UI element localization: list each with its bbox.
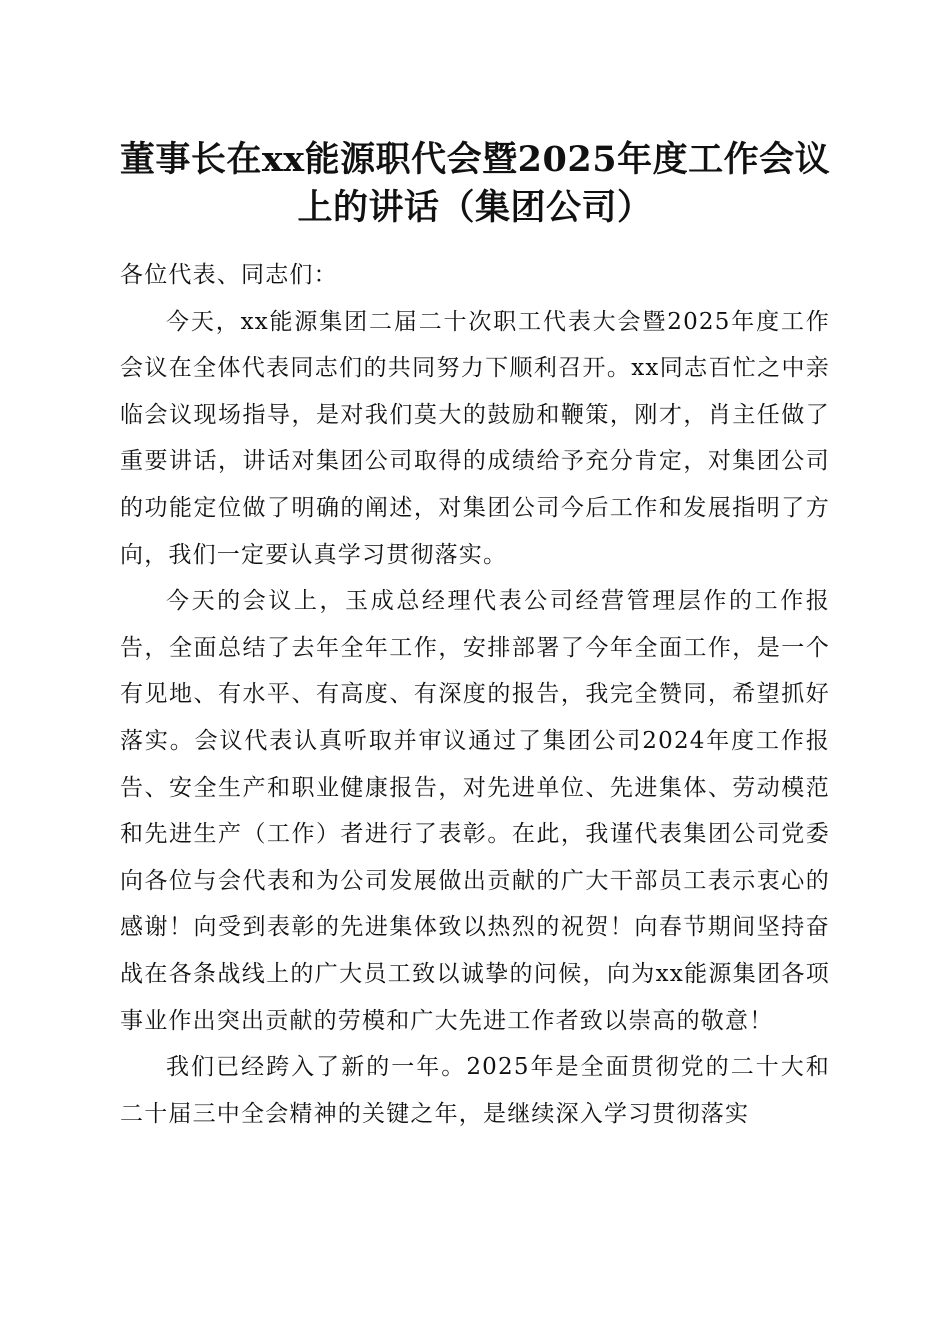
document-title: [100, 136, 850, 232]
document-body: [120, 252, 830, 1137]
salutation: 各位代表、同志们：: [120, 262, 338, 288]
paragraph-3: 我们已经跨入了新的一年。2025年是全面贯彻党的二十大和二十届三中全会精神的关键之年，是继续深入学习贯彻落实: [120, 1054, 830, 1127]
paragraph-1: 今天，xx能源集团二届二十次职工代表大会暨2025年度工作会议在全体代表同志们的共同努力下顺利召开。xx同志百忙之中亲临会议现场指导，是对我们莫大的鼓励和鞭策，刚才，肖主任做了重要讲话，讲话对集团公司取得的成绩给予充分肯定，对集团公司的功能定位做了明确的阐述，对集团公司今后工作和发展指明了方向，我们一定要认真学习贯彻落实。: [120, 308, 830, 568]
title-line-1: 董事长在xx能源职代会暨2025年度工作会议: [119, 139, 831, 180]
paragraph-2: 今天的会议上，玉成总经理代表公司经营管理层作的工作报告，全面总结了去年全年工作，安排部署了今年全面工作，是一个有见地、有水平、有高度、有深度的报告，我完全赞同，希望抓好落实。会议代表认真听取并审议通过了集团公司2024年度工作报告、安全生产和职业健康报告，对先进单位、先进集体、劳动模范和先进生产（工作）者进行了表彰。在此，我谨代表集团公司党委向各位与会代表和为公司发展做出贡献的广大干部员工表示衷心的感谢！向受到表彰的先进集体致以热烈的祝贺！向春节期间坚持奋战在各条战线上的广大员工致以诚挚的问候，向为xx能源集团各项事业作出突出贡献的劳模和广大先进工作者致以崇高的敬意！: [120, 588, 830, 1034]
title-line-2: 上的讲话（集团公司）: [297, 187, 653, 228]
